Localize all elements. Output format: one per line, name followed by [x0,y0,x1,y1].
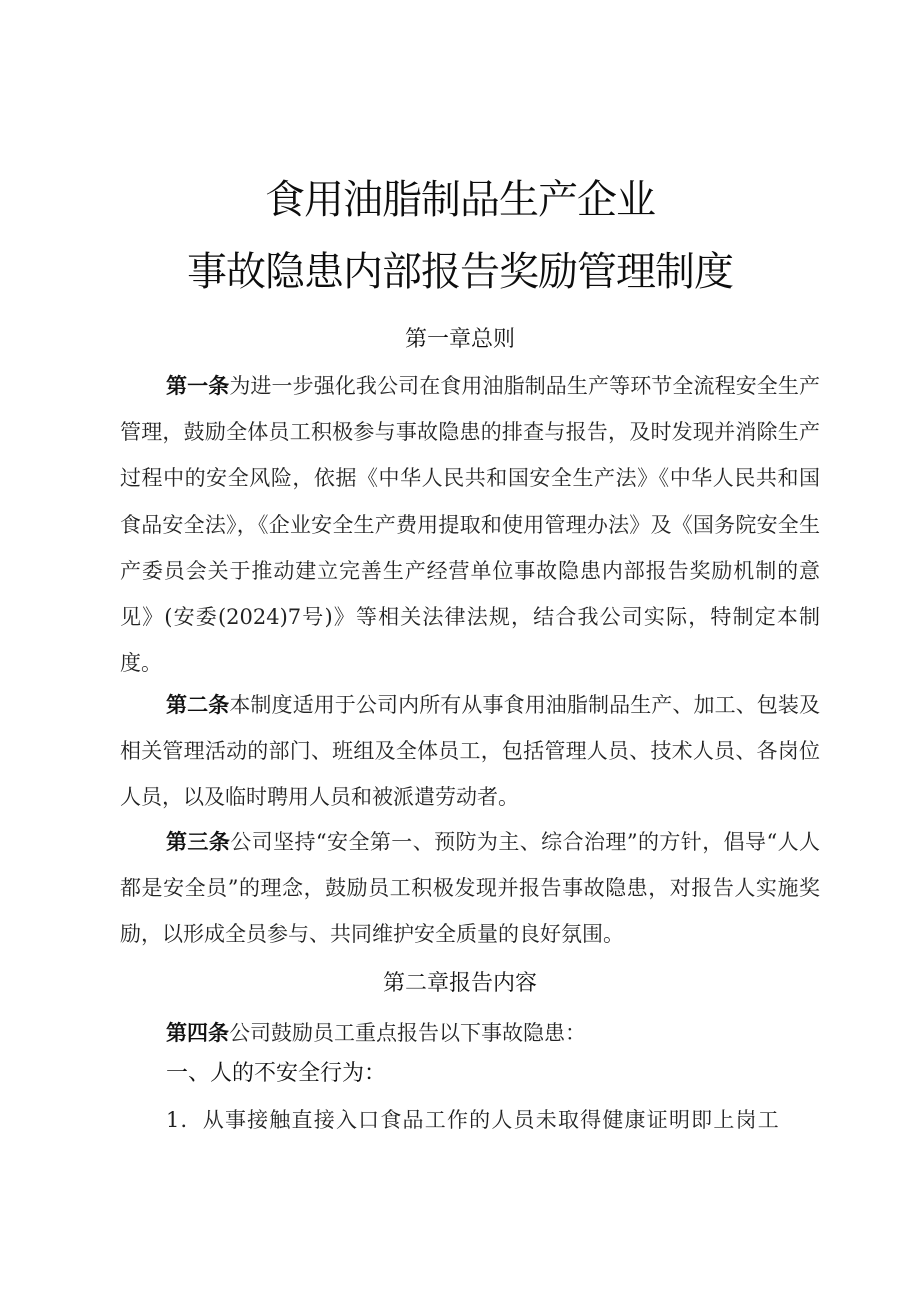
article-3 [120,819,820,958]
article-1 [120,363,820,686]
document-title-line-1: 食用油脂制品生产企业 [265,177,655,223]
article-4 [120,1010,820,1056]
article-3-text: 公司坚持“安全第一、预防为主、综合治理”的方针，倡导“人人都是安全员”的理念，鼓励员工积极发现并报告事故隐患，对报告人实施奖励，以形成全员参与、共同维护安全质量的良好氛围。 [120,830,820,947]
article-2 [120,682,820,821]
chapter-1-heading: 第一章总则 [404,327,515,352]
article-2-text: 本制度适用于公司内所有从事食用油脂制品生产、加工、包装及相关管理活动的部门、班组及全体员工，包括管理人员、技术人员、各岗位人员，以及临时聘用人员和被派遣劳动者。 [120,693,821,810]
section-heading-unsafe-behavior: 一、人的不安全行为： [166,1061,387,1086]
article-4-label: 第四条 [166,1021,229,1045]
article-1-label: 第一条 [166,374,230,398]
chapter-2-heading: 第二章报告内容 [382,971,537,996]
article-3-label: 第三条 [166,830,231,854]
list-item-1: 1．从事接触直接入口食品工作的人员未取得健康证明即上岗工 [166,1108,780,1132]
article-4-text: 公司鼓励员工重点报告以下事故隐患： [229,1021,586,1045]
article-1-text: 为进一步强化我公司在食用油脂制品生产等环节全流程安全生产管理，鼓励全体员工积极参与事故隐患的排查与报告，及时发现并消除生产过程中的安全风险，依据《中华人民共和国安全生产法》《中华人民共和国食品安全法》，《企业安全生产费用提取和使用管理办法》及《国务院安全生产委员会关于推动建立完善生产经营单位事故隐患内部报告奖励机制的意见》(安委(2024)7号)》等相关法律法规，结合我公司实际，特制定本制度。 [120,374,821,676]
document-title-line-2: 事故隐患内部报告奖励管理制度 [187,249,733,295]
article-2-label: 第二条 [166,693,230,717]
